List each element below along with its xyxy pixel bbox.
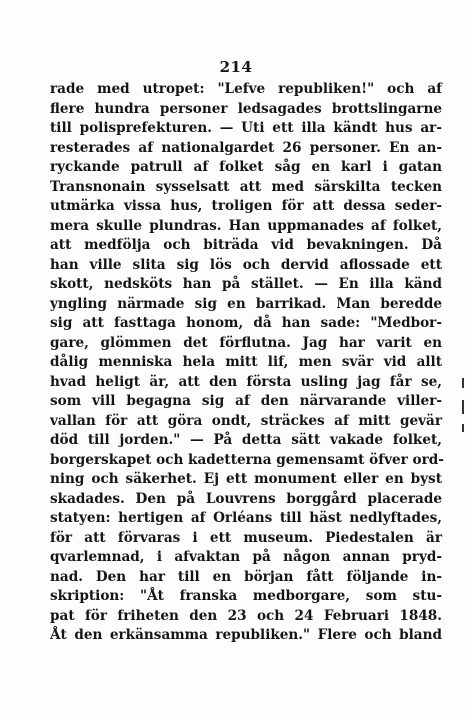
text-line: död till jorden." — På detta sätt vakade folket,	[50, 432, 442, 448]
text-line: mera skulle plundras. Han uppmanades af folket,	[50, 217, 442, 234]
text-line: qvarlemnad, i afvaktan på någon annan pryd-	[50, 549, 442, 565]
page-number: 214	[219, 58, 253, 76]
page-edge-mark	[462, 400, 464, 414]
text-line: pat för friheten den 23 och 24 Februari 1848.	[50, 607, 442, 624]
page-edge-mark	[462, 378, 464, 388]
page-edge-mark	[462, 424, 464, 432]
text-line: att medfölja och biträda vid bevakningen. Då	[50, 237, 442, 253]
text-line: skadades. Den på Louvrens borggård placerade	[50, 490, 442, 507]
text-line: nad. Den har till en början fått följande in-	[50, 568, 442, 585]
text-line: för att förvaras i ett museum. Piedestalen är	[50, 529, 442, 546]
text-line: till polisprefekturen. — Uti ett illa kändt hus ar-	[50, 120, 442, 136]
text-line: resterades af nationalgardet 26 personer. En an-	[50, 139, 442, 156]
text-line: flere hundra personer ledsagades brottslingarne	[50, 100, 442, 117]
text-line: ryckande patrull af folket såg en karl i gatan	[50, 159, 442, 175]
text-line: skott, nedsköts han på stället. — En illa känd	[50, 276, 442, 292]
text-line: som vill begagna sig af den närvarande viller-	[50, 393, 442, 409]
text-line: gare, glömmen det förflutna. Jag har varit en	[50, 334, 442, 351]
text-line: statyen: hertigen af Orléans till häst nedlyftades,	[50, 510, 442, 526]
text-line: yngling närmade sig en barrikad. Man beredde	[50, 295, 442, 312]
text-line: rade med utropet: "Lefve republiken!" och af	[50, 81, 442, 97]
text-line: skription: "Åt franska medborgare, som stu-	[50, 588, 442, 604]
text-line: Transnonain sysselsatt att med särskilta tecken	[50, 178, 442, 195]
text-line: ning och säkerhet. Ej ett monument eller en byst	[50, 471, 442, 487]
text-line: borgerskapet och kadetterna gemensamt öfver ord-	[50, 451, 444, 468]
text-line: hvad heligt är, att den första usling jag får se,	[50, 373, 442, 390]
text-line: han ville slita sig lös och dervid aflossade ett	[50, 256, 442, 273]
text-line: Åt den erkänsamma republiken." Flere och bland	[50, 627, 442, 643]
text-line: utmärka vissa hus, troligen för att dessa seder-	[50, 198, 442, 214]
text-line: vallan för att göra ondt, sträckes af mitt gevär	[50, 412, 442, 429]
body-text	[50, 80, 442, 646]
text-line: sig att fasttaga honom, då han sade: "Medbor-	[50, 315, 442, 331]
text-line: dålig menniska hela mitt lif, men svär vid allt	[50, 354, 442, 370]
